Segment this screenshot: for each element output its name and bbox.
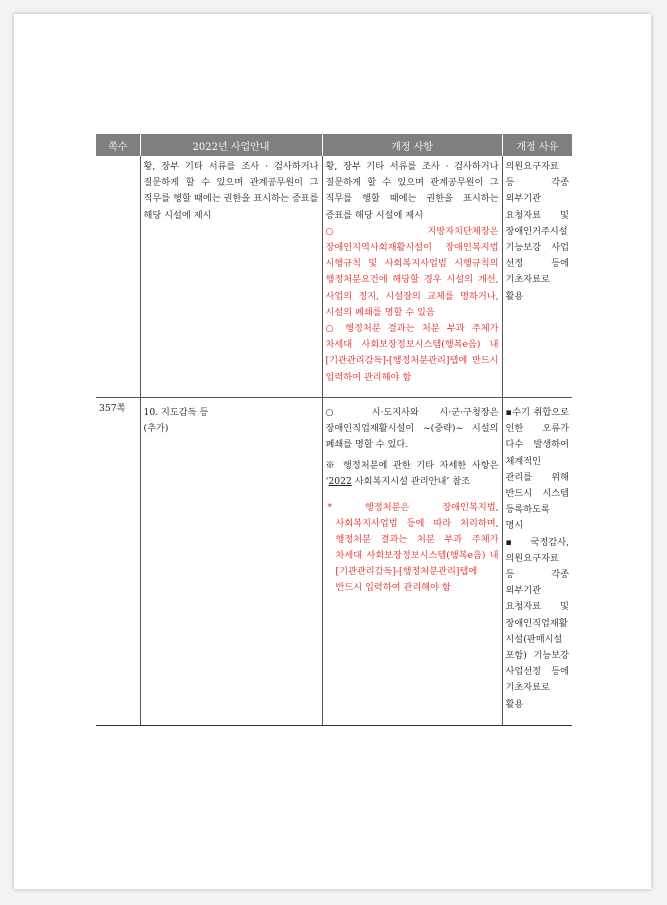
header-page: 쪽수: [96, 134, 140, 156]
table-header-row: [96, 134, 572, 156]
cell-current-guide: [140, 156, 322, 398]
cell-page: 357쪽: [96, 398, 140, 726]
cell-reason: [502, 156, 572, 398]
reason-text: ▪수기 취합으로 인한 오류가 다수 발생하여 체계적인 관리를 위해 반드시 시스템 등록하도록 명시: [505, 407, 569, 532]
revision-added-note: * 행정처분은 장애인복지법, 사회복지사업법 등에 따라 처리하며, 행정처분 결과는 처분 부과 주체가 차세대 사회보장정보시스템(행복e음) 내 [기관관리감독]-[행정처분관리]탭에 반드시 입력하여 관리해야 함: [327, 502, 499, 594]
cell-page: [96, 156, 140, 398]
header-reason: 개정 사유: [502, 134, 572, 156]
current-text: 황, 장부 기타 서류를 조사 · 검사하거나 질문하게 할 수 있으며 관계공무원이 그 직무를 행할 때에는 권한을 표시하는 증표를 해당 시설에 제시: [143, 161, 319, 221]
section-subtitle: (추가): [143, 423, 169, 435]
revision-text: 황, 장부 기타 서류를 조사 · 검사하거나 질문하게 할 수 있으며 관계공무원이 그 직무를 행할 때에는 권한을 표시하는 증표를 해당 시설에 제시: [325, 161, 499, 221]
cell-current-guide: [140, 398, 322, 726]
header-revision: 개정 사항: [322, 134, 502, 156]
revision-table: [96, 134, 572, 726]
reason-text: 의원요구자료 등 각종 외부기관 요청자료 및 장애인거주시설 기능보강 사업 선정 등에 기초자료로 활용: [505, 161, 569, 302]
cell-revision: [322, 398, 502, 726]
document-page: [14, 14, 651, 889]
revision-reference: ※ 행정처분에 관한 기타 자세한 사항은 ‘2022 사회복지시설 관리안내’ 참조: [325, 459, 499, 487]
revision-text: ○ 시·도지사와 시·군·구청장은 장애인직업재활시설이 ~(중략)~ 시설의 폐쇄를 명할 수 있다.: [325, 407, 499, 451]
revision-added-text: ○ 지방자치단체장은 장애인지역사회재활시설이 장애인복지법 시행규칙 및 사회복지사업법 시행규칙의 행정처분요건에 해당할 경우 시설의 개선, 사업의 정지, 시설장의 교체를 명하거나, 시설의 폐쇄를 명할 수 있음: [325, 225, 499, 318]
section-title: 10. 지도감독 등: [143, 407, 209, 418]
reason-text: ▪국정감사, 의원요구자료 등 각종 외부기관 요청자료 및 장애인직업재활시설(판매시설 포함) 기능보강 사업선정 등에 기초자료로 활용: [505, 536, 569, 710]
table-row: [96, 156, 572, 398]
cell-revision: [322, 156, 502, 398]
header-current-guide: 2022년 사업안내: [140, 134, 322, 156]
revision-added-text: ○ 행정처분 결과는 처분 부과 주체가 차세대 사회보장정보시스템(행복e음) 내 [기관관리감독]-[행정처분관리]탭에 반드시 입력하여 관리해야 함: [325, 323, 499, 383]
table-row: [96, 398, 572, 726]
cell-reason: [502, 398, 572, 726]
